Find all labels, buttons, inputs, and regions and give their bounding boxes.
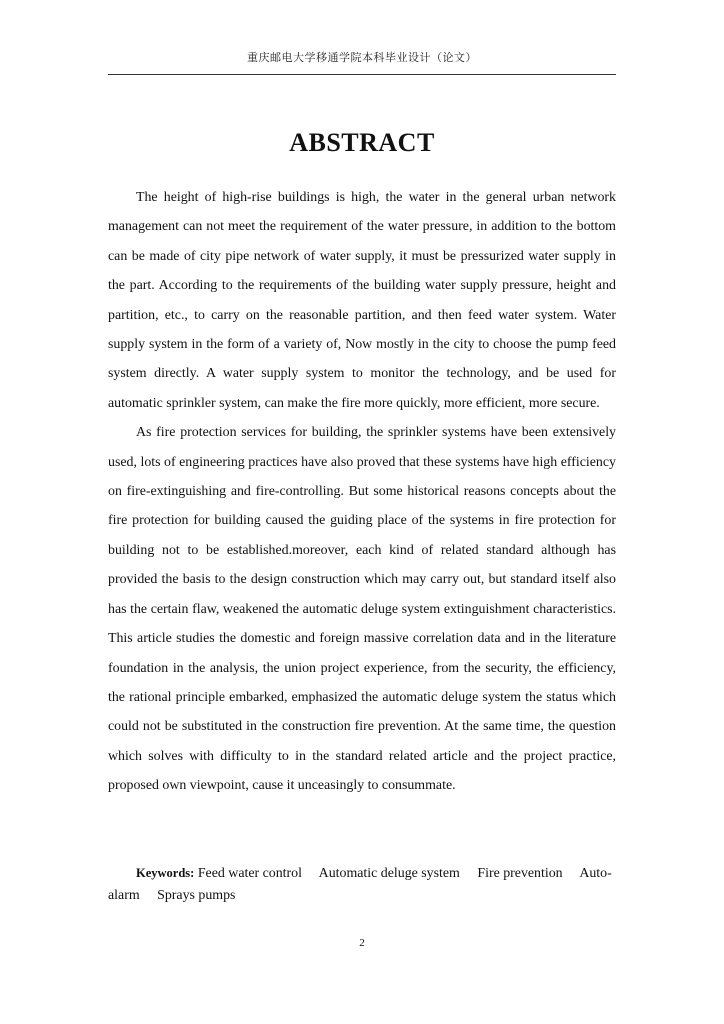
header-rule xyxy=(108,74,616,75)
abstract-title: ABSTRACT xyxy=(289,128,435,157)
abstract-body xyxy=(108,183,616,801)
abstract-paragraph-2: As fire protection services for building, the sprinkler systems have been extensively used, lots of engineering practices have also proved that these systems have high efficiency on fire-extinguishing and fire-controlling. But some historical reasons concepts about the fire protection for building caused the guiding place of the systems in fire protection for building not to be established.moreover, each kind of related standard although has provided the basis to the design construction which may carry out, but standard itself also has the certain flaw, weakened the automatic deluge system extinguishment characteristics. This article studies the domestic and foreign massive correlation data and in the literature foundation in the analysis, the union project experience, from the security, the efficiency, the rational principle embarked, emphasized the automatic deluge system the status which could not be substituted in the construction fire prevention. At the same time, the question which solves with difficulty to in the standard related article and the project practice, proposed own viewpoint, cause it unceasingly to consummate. xyxy=(108,425,616,794)
page-number: 2 xyxy=(359,937,365,949)
keyword-term: Fire prevention xyxy=(477,866,563,881)
keyword-term: Automatic deluge system xyxy=(318,866,460,881)
keywords-label: Keywords: xyxy=(136,866,195,880)
keyword-term: Feed water control xyxy=(197,866,302,881)
page-header: 重庆邮电大学移通学院本科毕业设计（论文） xyxy=(247,51,477,64)
keywords-block xyxy=(108,862,616,907)
keyword-term: Auto-alarm xyxy=(108,866,612,903)
keyword-term: Sprays pumps xyxy=(157,888,236,903)
abstract-paragraph-1: The height of high-rise buildings is high, the water in the general urban network management can not meet the requirement of the water pressure, in addition to the bottom can be made of city pipe network of water supply, it must be pressurized water supply in the part. According to the requirements of the building water supply pressure, height and partition, etc., to carry on the reasonable partition, and then feed water system. Water supply system in the form of a variety of, Now mostly in the city to choose the pump feed system directly. A water supply system to monitor the technology, and be used for automatic sprinkler system, can make the fire more quickly, more efficient, more secure. xyxy=(108,190,616,411)
